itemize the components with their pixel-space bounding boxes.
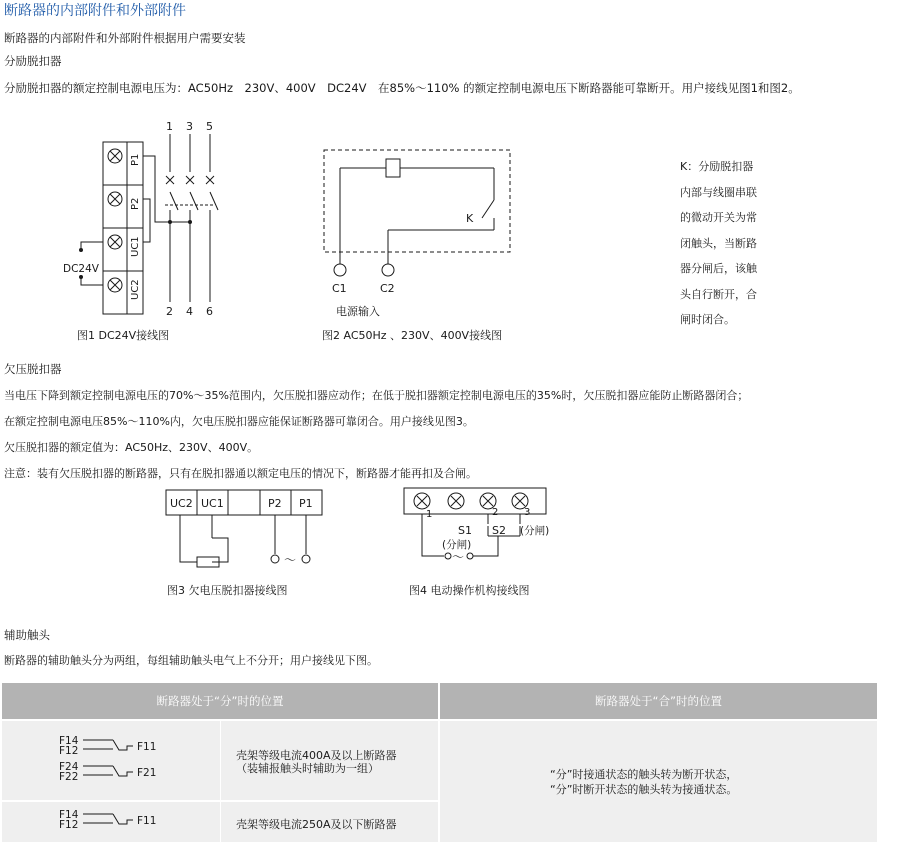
fig1-terminal-uc2: UC2 (130, 279, 141, 300)
table-header-closed: 断路器处于“合”时的位置 (440, 683, 877, 719)
undervoltage-line2: 在额定控制电源电压85%～110%内，欠电压脱扣器应能保证断路器可靠闭合。用户接线见图3。 (4, 415, 474, 428)
fig1-top-5: 5 (206, 120, 213, 133)
shunt-text: 分励脱扣器的额定控制电源电压为：AC50Hz 230V、400V DC24V 在85%～110% 的额定控制电源电压下断路器能可靠断开。用户接线见图1和图2。 (4, 81, 800, 95)
figure-4-caption: 图4 电动操作机构接线图 (409, 584, 530, 597)
undervoltage-line4: 注意：装有欠压脱扣器的断路器，只有在脱扣器通以额定电压的情况下，断路器才能再扣及合闸。 (4, 467, 477, 480)
fig1-top-1: 1 (166, 120, 173, 133)
note-line: 闭触头，当断路 (680, 236, 757, 250)
contact-symbol-group-2 (55, 808, 185, 834)
note-line: K：分励脱扣器 (680, 160, 754, 173)
page-title: 断路器的内部附件和外部附件 (4, 3, 186, 19)
contact-f12: F12 (59, 819, 79, 831)
shunt-note (680, 154, 757, 333)
row2-desc: 壳架等级电流250A及以下断路器 (236, 818, 397, 831)
fig4-tilde: ～ (452, 550, 465, 564)
figure-3-diagram (160, 488, 330, 568)
shunt-heading: 分励脱扣器 (4, 54, 62, 68)
figure-2-diagram (318, 140, 518, 320)
note-line: 器分闸后，该触 (680, 262, 757, 275)
figure-1-diagram (55, 112, 245, 342)
closed-line-1: “分”时接通状态的触头转为断开状态， (550, 768, 738, 781)
table-header-open: 断路器处于“分”时的位置 (2, 683, 438, 719)
note-line: 头自行断开，合 (680, 287, 757, 301)
fig4-num-2: 2 (492, 507, 499, 518)
fig3-terminal-uc2: UC2 (170, 497, 193, 510)
figure-3-caption: 图3 欠电压脱扣器接线图 (167, 584, 288, 597)
fig4-s2: S2 (492, 524, 506, 537)
note-line: 闸时闭合。 (680, 313, 735, 326)
table-divider (220, 721, 221, 842)
undervoltage-line1: 当电压下降到额定控制电源电压的70%～35%范围内，欠压脱扣器应动作；在低于脱扣器额定控制电源电压的35%时，欠压脱扣器应能防止断路器闭合； (4, 389, 749, 402)
contact-f11: F11 (137, 815, 157, 827)
contact-f11: F11 (137, 741, 157, 753)
fig1-bottom-4: 4 (186, 305, 193, 318)
figure-2-caption: 图2 AC50Hz 、230V、400V接线图 (322, 329, 503, 342)
closed-line-2: “分”时断开状态的触头转为接通状态。 (550, 783, 738, 796)
fig2-k-label: K (466, 212, 474, 225)
fig4-open-1: (分闸) (442, 539, 472, 551)
contact-f14: F14 (59, 809, 79, 821)
note-line: 的微动开关为常 (680, 211, 757, 224)
contact-f22: F22 (59, 771, 79, 783)
fig4-num-1: 1 (426, 509, 433, 520)
aux-text: 断路器的辅助触头分为两组，每组辅助触头电气上不分开；用户接线见下图。 (4, 654, 378, 667)
fig2-c1-label: C1 (332, 282, 347, 295)
fig1-terminal-p2: P2 (130, 197, 141, 210)
intro-text: 断路器的内部附件和外部附件根据用户需要安装 (4, 31, 246, 45)
fig4-open-2: (分闸) (520, 525, 550, 537)
fig1-supply-label: DC24V (63, 263, 99, 275)
contact-symbol-group-1 (55, 734, 185, 790)
fig1-terminal-p1: P1 (130, 153, 141, 166)
fig4-s1: S1 (458, 524, 472, 537)
fig1-bottom-2: 2 (166, 305, 173, 318)
contact-f21: F21 (137, 767, 157, 779)
row1-desc-2: （装辅报触头时辅助为一组） (236, 762, 379, 775)
fig3-tilde: ～ (284, 553, 297, 567)
row1-desc-1: 壳架等级电流400A及以上断路器 (236, 749, 397, 762)
note-line: 内部与线圈串联 (680, 185, 757, 199)
contact-f14: F14 (59, 735, 79, 747)
fig2-c2-label: C2 (380, 282, 395, 295)
undervoltage-line3: 欠压脱扣器的额定值为：AC50Hz、230V、400V。 (4, 441, 259, 454)
figure-4-diagram (400, 484, 570, 574)
fig1-terminal-uc1: UC1 (130, 236, 141, 257)
figure-1-caption: 图1 DC24V接线图 (77, 329, 170, 342)
fig1-bottom-6: 6 (206, 305, 213, 318)
fig2-input-label: 电源输入 (336, 305, 380, 318)
fig3-terminal-p1: P1 (299, 497, 313, 510)
aux-heading: 辅助触头 (4, 628, 50, 642)
contact-f24: F24 (59, 761, 79, 773)
undervoltage-heading: 欠压脱扣器 (4, 362, 62, 376)
fig3-terminal-p2: P2 (268, 497, 282, 510)
contact-f12: F12 (59, 745, 79, 757)
fig4-num-3: 3 (524, 507, 531, 518)
fig1-top-3: 3 (186, 120, 193, 133)
fig3-terminal-uc1: UC1 (201, 497, 224, 510)
